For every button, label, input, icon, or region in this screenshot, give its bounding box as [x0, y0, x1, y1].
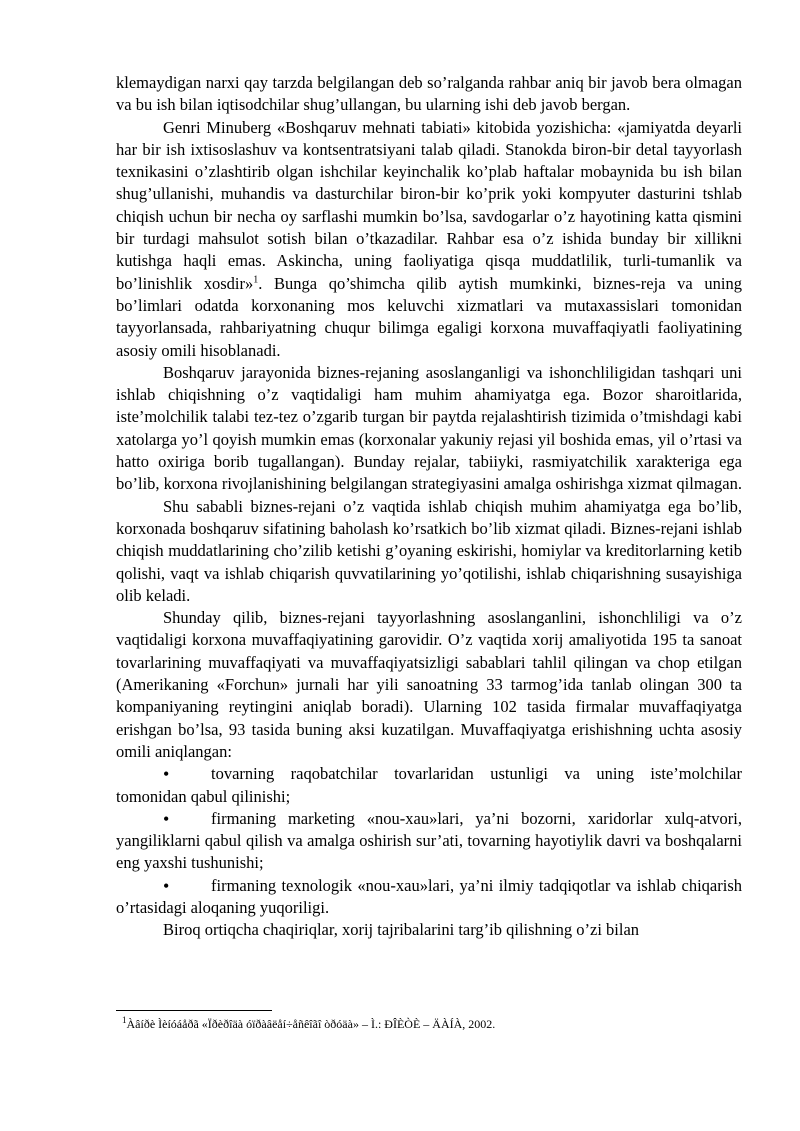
bullet-item: [116, 808, 742, 875]
bullet-icon: •: [163, 764, 170, 785]
paragraph-text: . Bunga qo’shimcha qilib aytish mumkinki, biznes-reja va uning bo’limlari odatda korxonaning mos keluvchi xizmatlari va mutaxassislari tomonidan tayyorlansada, rahbariyatning chuqur bilimga egaligi korxona muvaffaqiyatli faoliyatining asosiy omili hisoblanadi.: [116, 273, 743, 360]
bullet-text: firmaning marketing «nou-xau»lari, ya’ni bozorni, xaridorlar xulq-atvori, yangiliklarni qabul qilish va amalga oshirish sur’ati, tovarning hayotiylik davri va boshqalarni eng yaxshi tushunishi;: [116, 808, 742, 873]
bullet-item: [116, 763, 742, 808]
paragraph-text: Genri Minuberg «Boshqaruv mehnati tabiati» kitobida yozishicha: «jamiyatda deyarli har bir ish ixtisoslashuv va kontsentratsiyani talab qiladi. Stanokda biron-bir detal tayyorlash texnikasini o’zlashtirib olgan ishchilar keyinchalik ko’plab haftalar mobaynida bu ish bilan shug’ullanishi, muhandis va dasturchilar biron-bir ko’prik yoki kompyuter dasturini tshlab chiqish uchun bir necha oy sarflashi mumkin bo’lsa, savdogarlar o’z hayotining katta qismini bir turdagi mahsulot sotish bilan o’tkazadilar. Rahbar esa o’z ishida bunday bir xillikni kutishga haqli emas. Askincha, uning faoliyatiga qisqa muddatlilik, turli-tumanlik va bo’linishlik xosdir»: [116, 117, 742, 293]
footnote-reference[interactable]: 1: [253, 274, 259, 286]
paragraph: Shunday qilib, biznes-rejani tayyorlashning asoslanganlini, ishonchliligi va o’z vaqtidaligi korxona muvaffaqiyatining garovidir. O’z vaqtida xorij amaliyotida 195 ta sanoat tovarlarining muvaffaqiyati va muvaffaqiyatsizligi sabablari tahlil qilingan va chop etilgan (Amerikaning «Forchun» jurnali har yili sanoatning 33 tarmog’ida tanlab olingan 300 ta kompaniyaning reytingini aniqlab boradi). Ularning 102 tasida firmalar muvaffaqiyatga erishgan bo’lsa, 93 tasida buning aksi kuzatilgan. Muvaffaqiyatga erishishning uchta asosiy omili aniqlangan:: [116, 608, 742, 761]
bullet-item: [116, 875, 742, 920]
bullet-icon: •: [163, 808, 170, 829]
paragraph-minuberg-quote: [116, 117, 742, 362]
footnote-marker: 1: [122, 1015, 127, 1025]
bullet-icon: •: [163, 875, 170, 896]
paragraph: klemaydigan narxi qay tarzda belgilangan deb so’ralganda rahbar aniq bir javob bera olmagan va bu ish bilan iqtisodchilar shug’ullangan, bu ularning ishi deb javob bergan.: [116, 73, 742, 115]
paragraph: Shu sababli biznes-rejani o’z vaqtida ishlab chiqish muhim ahamiyatga ega bo’lib, korxonada boshqaruv sifatining baholash ko’rsatkich bo’lib xizmat qiladi. Biznes-rejani ishlab chiqish muddatlarining cho’zilib ketishi g’oyaning eskirishi, homiylar va kreditorlarning ketib qolishi, vaqt va ishlab chiqarish quvvatilarining yo’qotilishi, ishlab chiqarishning susayishiga olib keladi.: [116, 496, 742, 605]
footnote-text: Àâíðè Ìèíóáåðã «Ïðèðîäà óïðàâëåí÷åñêîãî òðóäà» – Ì.: ÐÎÈÒÈ – ÄÀÍÀ, 2002.: [126, 1017, 496, 1031]
bullet-text: tovarning raqobatchilar tovarlaridan ustunligi va uning iste’molchilar tomonidan qabul qilinishi;: [116, 764, 742, 806]
footnote-separator: [116, 1010, 272, 1011]
paragraph: Biroq ortiqcha chaqiriqlar, xorij tajribalarini targ’ib qilishning o’zi bilan: [163, 920, 640, 940]
footnote: [122, 1016, 742, 1032]
body-text: [116, 72, 742, 942]
bullet-text: firmaning texnologik «nou-xau»lari, ya’ni ilmiy tadqiqotlar va ishlab chiqarish o’rtasidagi aloqaning yuqoriligi.: [116, 875, 742, 917]
paragraph: Boshqaruv jarayonida biznes-rejaning asoslanganligi va ishonchliligidan tashqari uni ishlab chiqishning o’z vaqtidaligi ham muhim ahamiyatga ega. Bozor sharoitlarida, iste’molchilik talabi tez-tez o’zgarib turgan bir paytda rejalashtirish tizimida o’tmishdagi kabi xatolarga yo’l qoyish mumkin emas (korxonalar yakuniy rejasi yil boshida emas, yil o’rtasi va hatto oxiriga borib tugallangan). Bunday rejalar, tabiiyki, rasmiyatchilik xarakteriga ega bo’lib, korxona rivojlanishining belgilangan strategiyasini amalga oshirishga xizmat qilmagan.: [116, 362, 742, 494]
